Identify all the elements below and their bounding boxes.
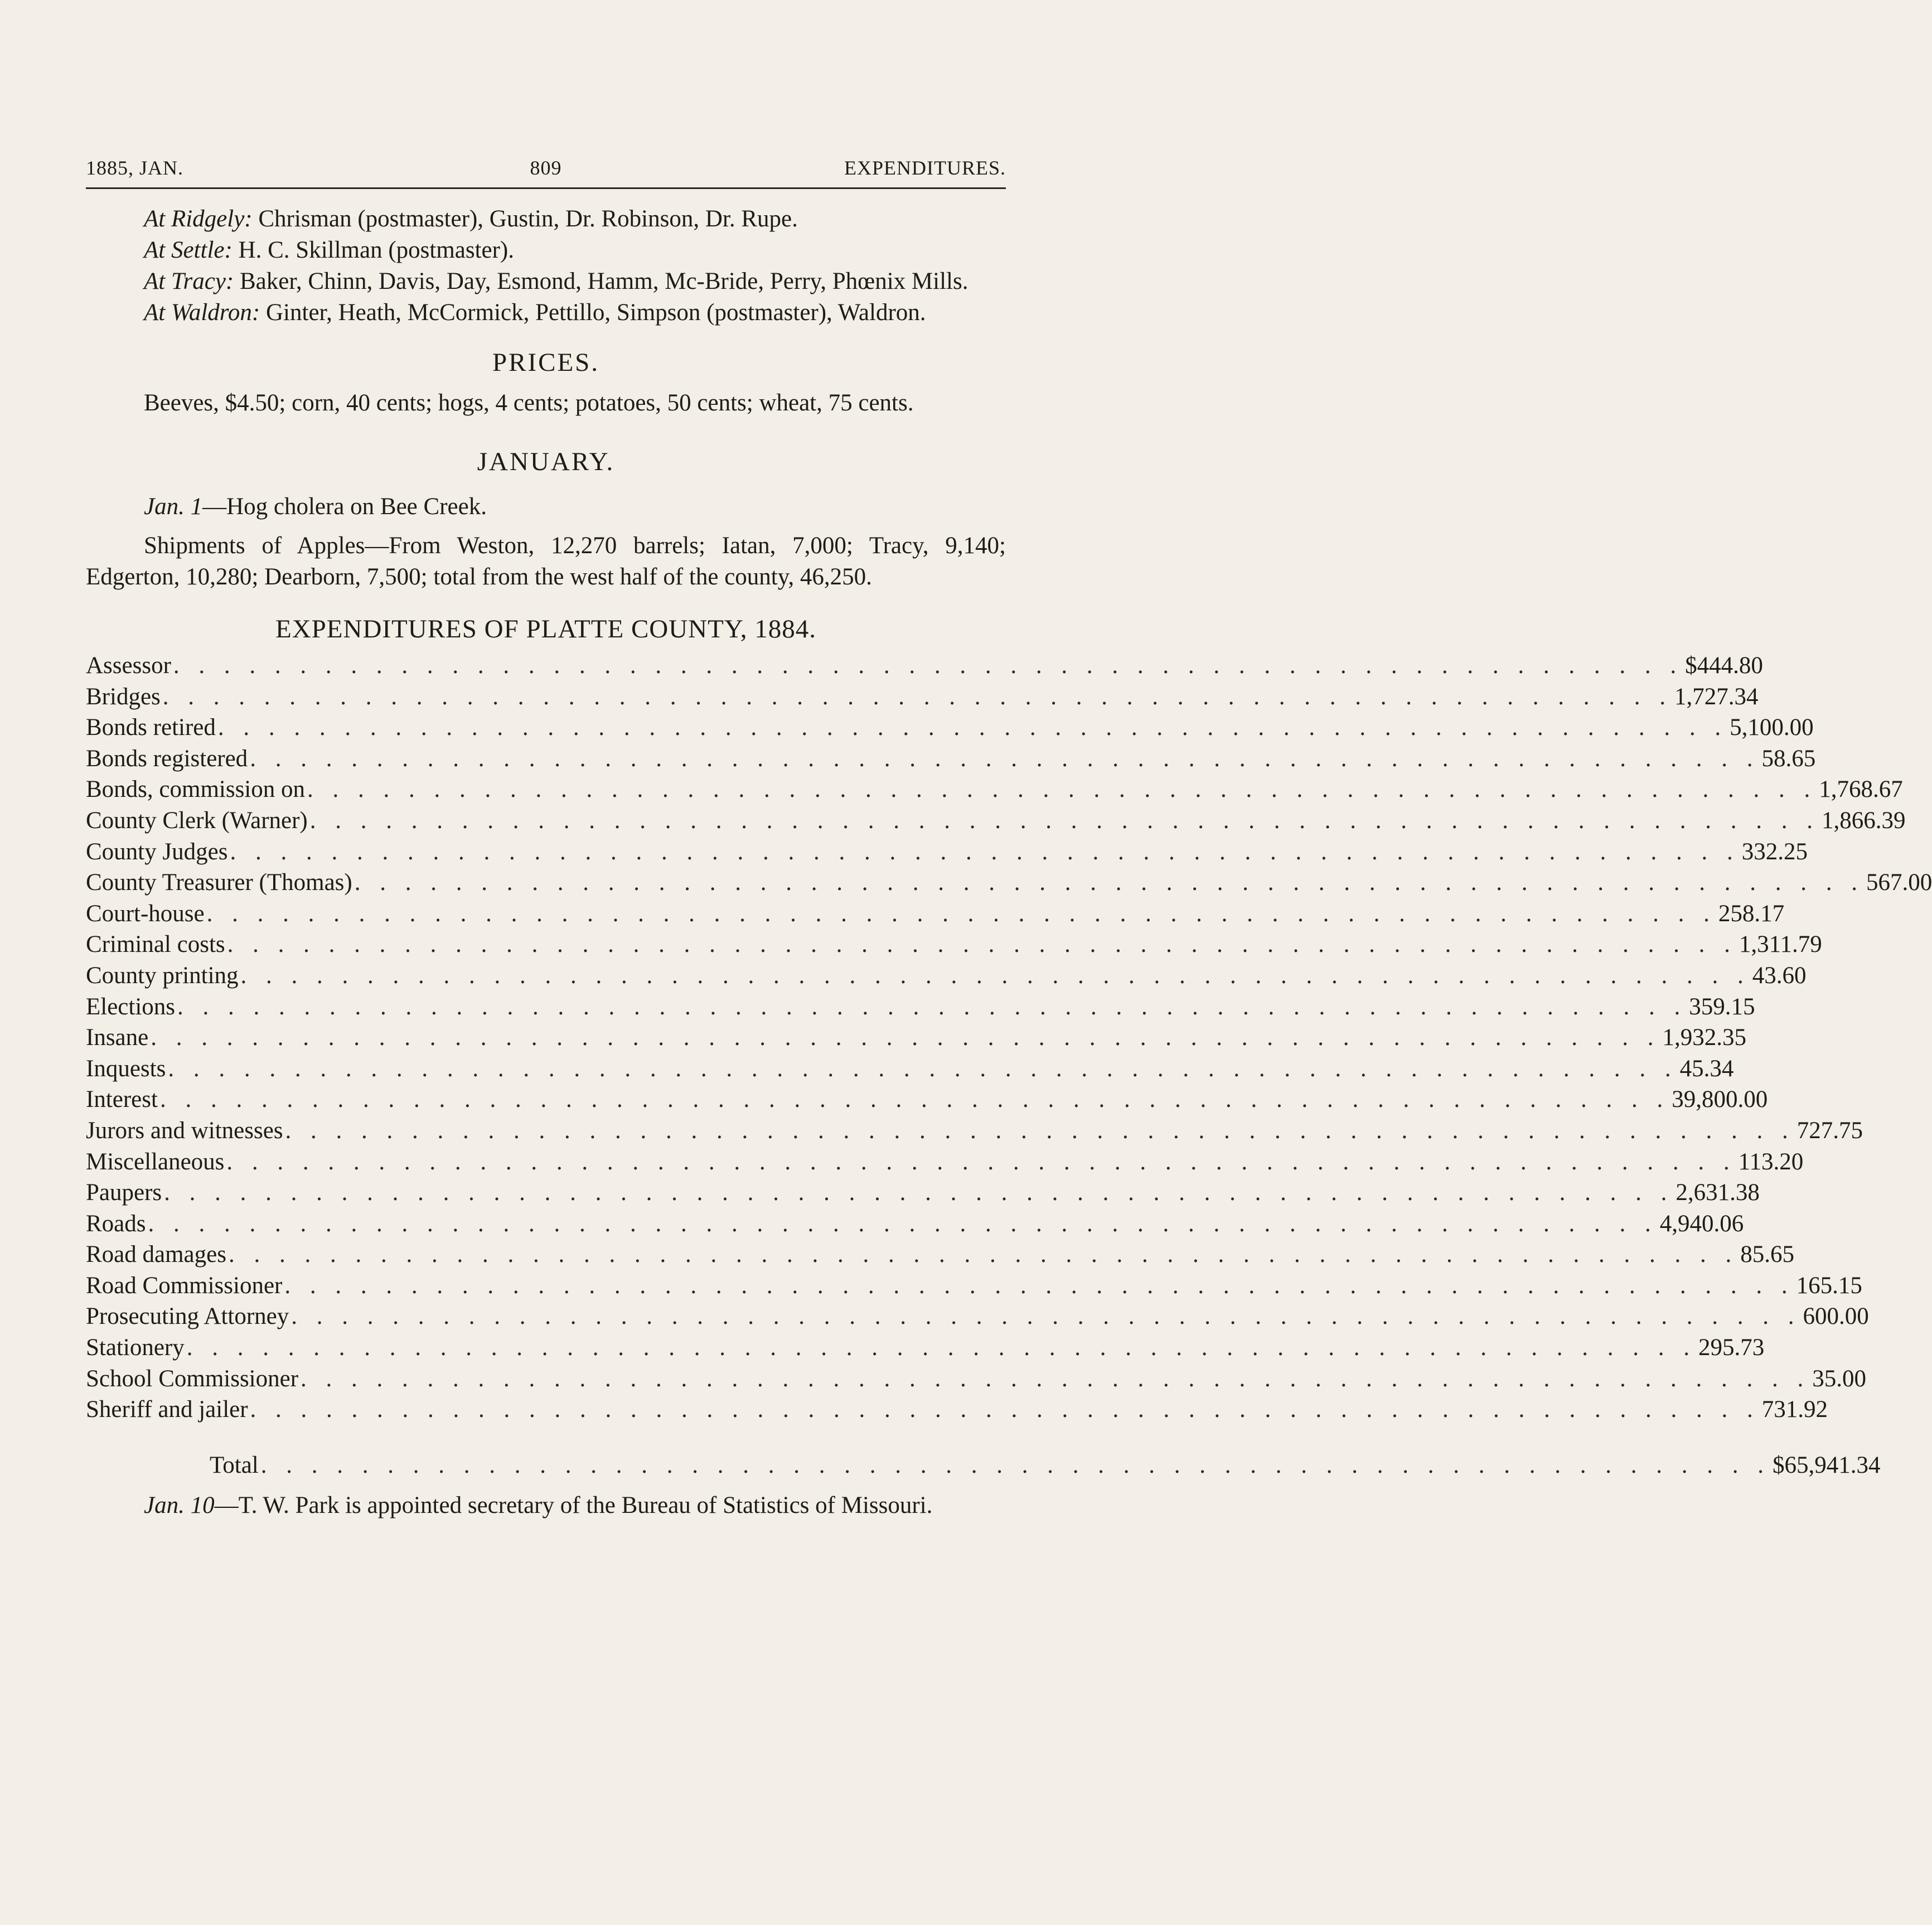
expense-amount: 165.15	[1796, 1272, 1862, 1299]
location-names: Chrisman (postmaster), Gustin, Dr. Robinson, Dr. Rupe.	[258, 206, 798, 232]
expense-name: Assessor	[86, 652, 171, 679]
book-page	[86, 156, 1932, 1521]
expense-name: County Treasurer (Thomas)	[86, 869, 352, 896]
table-row	[86, 1086, 1768, 1117]
table-row	[86, 1055, 1734, 1086]
table-row	[86, 1210, 1744, 1241]
expense-name: County Clerk (Warner)	[86, 807, 308, 834]
expense-amount: 4,940.06	[1659, 1210, 1744, 1237]
january-heading: JANUARY.	[477, 447, 615, 476]
location-name: At Waldron:	[144, 299, 260, 326]
expense-amount: 1,866.39	[1822, 807, 1906, 834]
dot-leader: . . . . . . . . . . . . . . . . . . . . . . . . . . . . . . . . . . . . . . . . . . . . . . . . . . . . . . . . . . . .	[284, 1272, 1794, 1299]
page-number: 809	[530, 157, 562, 179]
expense-name: Road Commissioner	[86, 1272, 283, 1299]
table-row	[86, 683, 1759, 714]
currency-sign: $	[1685, 652, 1697, 679]
prices-paragraph: Beeves, $4.50; corn, 40 cents; hogs, 4 cents; potatoes, 50 cents; wheat, 75 cents.	[144, 390, 914, 416]
dot-leader: . . . . . . . . . . . . . . . . . . . . . . . . . . . . . . . . . . . . . . . . . . . . . . . . . . . . . . . . . . . .	[164, 1179, 1674, 1206]
expense-amount: 567.00	[1866, 869, 1932, 896]
entry-date: Jan. 10	[144, 1492, 215, 1519]
total-label: Total	[210, 1452, 259, 1478]
expense-amount: 5,100.00	[1730, 714, 1814, 741]
dot-leader: . . . . . . . . . . . . . . . . . . . . . . . . . . . . . . . . . . . . . . . . . . . . . . . . . . . . . . . . . . . .	[177, 993, 1687, 1020]
expense-name: County Judges	[86, 838, 228, 865]
location-list	[86, 204, 1006, 328]
location-entry	[86, 235, 1006, 266]
total-row	[86, 1452, 1881, 1483]
table-row	[86, 1024, 1746, 1055]
dot-leader: . . . . . . . . . . . . . . . . . . . . . . . . . . . . . . . . . . . . . . . . . . . . . . . . . . . . . . . . . . . .	[291, 1303, 1801, 1330]
table-row	[86, 931, 1822, 962]
expense-amount: 258.17	[1718, 900, 1785, 927]
location-name: At Ridgely:	[144, 206, 253, 232]
dot-leader: . . . . . . . . . . . . . . . . . . . . . . . . . . . . . . . . . . . . . . . . . . . . . . . . . . . . . . . . . . . .	[173, 652, 1683, 679]
dot-leader: . . . . . . . . . . . . . . . . . . . . . . . . . . . . . . . . . . . . . . . . . . . . . . . . . . . . . . . . . . . .	[240, 962, 1750, 989]
dot-leader: . . . . . . . . . . . . . . . . . . . . . . . . . . . . . . . . . . . . . . . . . . . . . . . . . . . . . . . . . . . .	[309, 807, 1819, 834]
table-row	[86, 1396, 1828, 1427]
expense-name: Bonds retired	[86, 714, 216, 741]
dot-leader: . . . . . . . . . . . . . . . . . . . . . . . . . . . . . . . . . . . . . . . . . . . . . . . . . . . . . . . . . . . .	[226, 1148, 1736, 1175]
dot-leader: . . . . . . . . . . . . . . . . . . . . . . . . . . . . . . . . . . . . . . . . . . . . . . . . . . . . . . . . . . . .	[162, 683, 1673, 710]
expense-amount: 113.20	[1738, 1148, 1804, 1175]
shipments-paragraph: Shipments of Apples—From Weston, 12,270 barrels; Iatan, 7,000; Tracy, 9,140; Edgerton, 10,280; Dearborn, 7,500; total from the west half of the county, 46,250.	[86, 533, 1006, 590]
expense-name: Paupers	[86, 1179, 162, 1206]
expense-amount: 444.80	[1697, 652, 1763, 679]
expense-name: Interest	[86, 1086, 158, 1113]
location-entry	[86, 297, 1006, 328]
dot-leader: . . . . . . . . . . . . . . . . . . . . . . . . . . . . . . . . . . . . . . . . . . . . . . . . . . . . . . . . . . . .	[260, 1452, 1770, 1478]
table-row	[86, 1241, 1794, 1272]
expense-name: Jurors and witnesses	[86, 1117, 283, 1144]
expense-amount: 39,800.00	[1672, 1086, 1768, 1113]
prices-heading: PRICES.	[492, 348, 600, 377]
table-row	[86, 745, 1816, 776]
expense-amount: 43.60	[1752, 962, 1807, 989]
expense-name: Sheriff and jailer	[86, 1396, 248, 1423]
dot-leader: . . . . . . . . . . . . . . . . . . . . . . . . . . . . . . . . . . . . . . . . . . . . . . . . . . . . . . . . . . . .	[159, 1086, 1670, 1113]
dot-leader: . . . . . . . . . . . . . . . . . . . . . . . . . . . . . . . . . . . . . . . . . . . . . . . . . . . . . . . . . . . .	[250, 1396, 1760, 1423]
expenditures-table	[86, 652, 1932, 1427]
table-row	[86, 1179, 1760, 1210]
expense-amount: 359.15	[1689, 993, 1755, 1020]
expense-name: Bonds registered	[86, 745, 248, 772]
expense-name: Inquests	[86, 1055, 166, 1082]
table-row	[86, 869, 1932, 900]
table-row	[86, 838, 1808, 869]
expense-amount: 1,727.34	[1674, 683, 1759, 710]
expense-amount: 2,631.38	[1676, 1179, 1760, 1206]
dot-leader: . . . . . . . . . . . . . . . . . . . . . . . . . . . . . . . . . . . . . . . . . . . . . . . . . . . . . . . . . . . .	[228, 1241, 1739, 1268]
expense-name: Stationery	[86, 1334, 185, 1361]
expense-amount: 85.65	[1740, 1241, 1794, 1268]
expense-name: Insane	[86, 1024, 149, 1051]
expense-name: Bridges	[86, 683, 161, 710]
expense-amount: 600.00	[1803, 1303, 1869, 1330]
expense-amount: 295.73	[1698, 1334, 1765, 1361]
dot-leader: . . . . . . . . . . . . . . . . . . . . . . . . . . . . . . . . . . . . . . . . . . . . . . . . . . . . . . . . . . . .	[206, 900, 1716, 927]
table-row	[86, 900, 1785, 931]
entry-date: Jan. 1	[144, 494, 203, 520]
expense-name: County printing	[86, 962, 239, 989]
dot-leader: . . . . . . . . . . . . . . . . . . . . . . . . . . . . . . . . . . . . . . . . . . . . . . . . . . . . . . . . . . . .	[250, 745, 1760, 772]
location-name: At Settle:	[144, 237, 233, 263]
diary-entry	[86, 1490, 1006, 1521]
table-row	[86, 652, 1763, 683]
table-row	[86, 714, 1814, 745]
expense-name: School Commissioner	[86, 1365, 299, 1392]
table-row	[86, 1148, 1804, 1179]
dot-leader: . . . . . . . . . . . . . . . . . . . . . . . . . . . . . . . . . . . . . . . . . . . . . . . . . . . . . . . . . . . .	[301, 1365, 1810, 1392]
expense-name: Road damages	[86, 1241, 226, 1268]
dot-leader: . . . . . . . . . . . . . . . . . . . . . . . . . . . . . . . . . . . . . . . . . . . . . . . . . . . . . . . . . . . .	[307, 776, 1817, 803]
running-header	[86, 156, 1006, 189]
table-row	[86, 807, 1906, 838]
dot-leader: . . . . . . . . . . . . . . . . . . . . . . . . . . . . . . . . . . . . . . . . . . . . . . . . . . . . . . . . . . . .	[227, 931, 1737, 958]
header-section-title: EXPENDITURES.	[844, 157, 1006, 179]
table-row	[86, 1334, 1765, 1365]
dot-leader: . . . . . . . . . . . . . . . . . . . . . . . . . . . . . . . . . . . . . . . . . . . . . . . . . . . . . . . . . . . .	[354, 869, 1864, 896]
dot-leader: . . . . . . . . . . . . . . . . . . . . . . . . . . . . . . . . . . . . . . . . . . . . . . . . . . . . . . . . . . . .	[151, 1024, 1660, 1051]
table-row	[86, 993, 1755, 1024]
location-names: Ginter, Heath, McCormick, Pettillo, Simpson (postmaster), Waldron.	[266, 299, 926, 326]
location-entry	[86, 204, 1006, 235]
expense-amount: 35.00	[1812, 1365, 1867, 1392]
location-entry	[86, 266, 1006, 297]
expense-name: Court-house	[86, 900, 205, 927]
expense-amount: 58.65	[1761, 745, 1816, 772]
location-names: H. C. Skillman (postmaster).	[238, 237, 515, 263]
diary-entry	[86, 491, 1006, 523]
location-names: Baker, Chinn, Davis, Day, Esmond, Hamm, Mc-Bride, Perry, Phœnix Mills.	[239, 268, 969, 294]
dot-leader: . . . . . . . . . . . . . . . . . . . . . . . . . . . . . . . . . . . . . . . . . . . . . . . . . . . . . . . . . . . .	[186, 1334, 1696, 1361]
expense-name: Miscellaneous	[86, 1148, 225, 1175]
expenditures-heading: EXPENDITURES OF PLATTE COUNTY, 1884.	[275, 615, 816, 644]
expense-amount: 1,311.79	[1739, 931, 1822, 958]
expense-amount: 727.75	[1797, 1117, 1863, 1144]
dot-leader: . . . . . . . . . . . . . . . . . . . . . . . . . . . . . . . . . . . . . . . . . . . . . . . . . . . . . . . . . . . .	[230, 838, 1740, 865]
expense-name: Elections	[86, 993, 176, 1020]
table-row	[86, 1303, 1869, 1334]
expense-name: Roads	[86, 1210, 146, 1237]
entry-text: —T. W. Park is appointed secretary of the Bureau of Statistics of Missouri.	[214, 1492, 933, 1519]
dot-leader: . . . . . . . . . . . . . . . . . . . . . . . . . . . . . . . . . . . . . . . . . . . . . . . . . . . . . . . . . . . .	[148, 1210, 1658, 1237]
table-row	[86, 776, 1903, 807]
expense-name: Prosecuting Attorney	[86, 1303, 289, 1330]
dot-leader: . . . . . . . . . . . . . . . . . . . . . . . . . . . . . . . . . . . . . . . . . . . . . . . . . . . . . . . . . . . .	[285, 1117, 1795, 1144]
table-row	[86, 962, 1807, 993]
expense-amount: 1,768.67	[1819, 776, 1903, 803]
expense-name: Criminal costs	[86, 931, 225, 958]
table-row	[86, 1117, 1863, 1148]
entry-text: —Hog cholera on Bee Creek.	[202, 494, 487, 520]
table-row	[86, 1365, 1867, 1396]
expense-amount: 45.34	[1679, 1055, 1734, 1082]
dot-leader: . . . . . . . . . . . . . . . . . . . . . . . . . . . . . . . . . . . . . . . . . . . . . . . . . . . . . . . . . . . .	[217, 714, 1728, 741]
expense-amount: 731.92	[1761, 1396, 1828, 1423]
expense-name: Bonds, commission on	[86, 776, 306, 803]
total-amount: $65,941.34	[1773, 1452, 1881, 1478]
location-name: At Tracy:	[144, 268, 234, 294]
expense-amount: 332.25	[1741, 838, 1808, 865]
header-year-month: 1885, JAN.	[86, 157, 184, 179]
expense-amount: 1,932.35	[1662, 1024, 1746, 1051]
table-row	[86, 1272, 1862, 1303]
dot-leader: . . . . . . . . . . . . . . . . . . . . . . . . . . . . . . . . . . . . . . . . . . . . . . . . . . . . . . . . . . . .	[168, 1055, 1678, 1082]
